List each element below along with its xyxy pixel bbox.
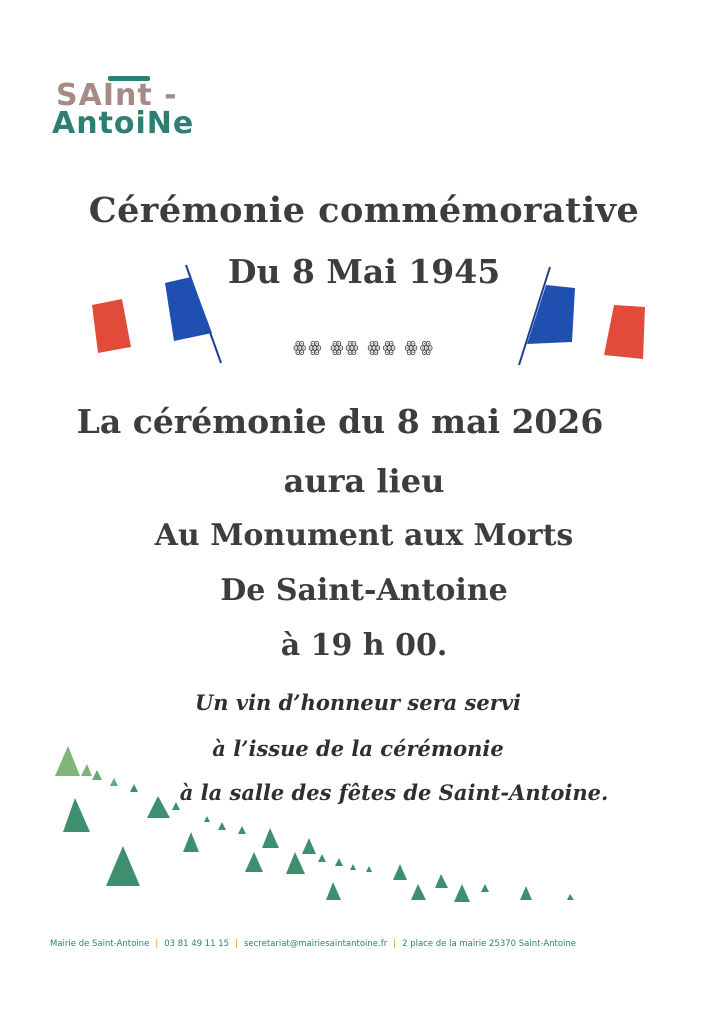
footer-town-hall: Mairie de Saint-Antoine (50, 939, 150, 949)
reception-line-3: à la salle des fêtes de Saint-Antoine. (179, 780, 609, 805)
ceremony-date-title: Du 8 Mai 1945 (227, 252, 501, 291)
footer-separator: | (393, 939, 397, 949)
footer-separator: | (235, 939, 238, 949)
footer-email: secretariat@mairiesaintantoine.fr (243, 939, 388, 949)
reception-line-2: à l’issue de la cérémonie (212, 736, 504, 761)
logo-text-saint: SAInt - (56, 78, 178, 113)
reception-line-1: Un vin d’honneur sera servi (194, 690, 522, 715)
ornament-divider: ꙮꙮ ꙮꙮ ꙮꙮ ꙮꙮ (293, 338, 435, 356)
footer-separator: | (155, 939, 159, 949)
footer-address: 2 place de la mairie 25370 Saint-Antoine (402, 939, 577, 949)
footer-contact (50, 939, 690, 949)
municipal-logo (52, 76, 212, 146)
footer-phone: 03 81 49 11 15 (164, 939, 230, 949)
announcement-time: à 19 h 00. (280, 628, 448, 663)
french-flags-decoration (0, 255, 728, 375)
triangle-trees-group (55, 746, 574, 902)
ceremony-title: Cérémonie commémorative (88, 190, 640, 231)
announcement-line-2: aura lieu (283, 462, 445, 500)
announcement-line-1: La cérémonie du 8 mai 2026 (76, 402, 604, 441)
logo-text-antoine: AntoiNe (52, 106, 195, 141)
left-blue-flag (165, 277, 212, 341)
announcement-line-4: De Saint-Antoine (220, 573, 508, 608)
decorative-tree-triangles (0, 740, 728, 920)
announcement-line-3: Au Monument aux Morts (154, 518, 574, 553)
